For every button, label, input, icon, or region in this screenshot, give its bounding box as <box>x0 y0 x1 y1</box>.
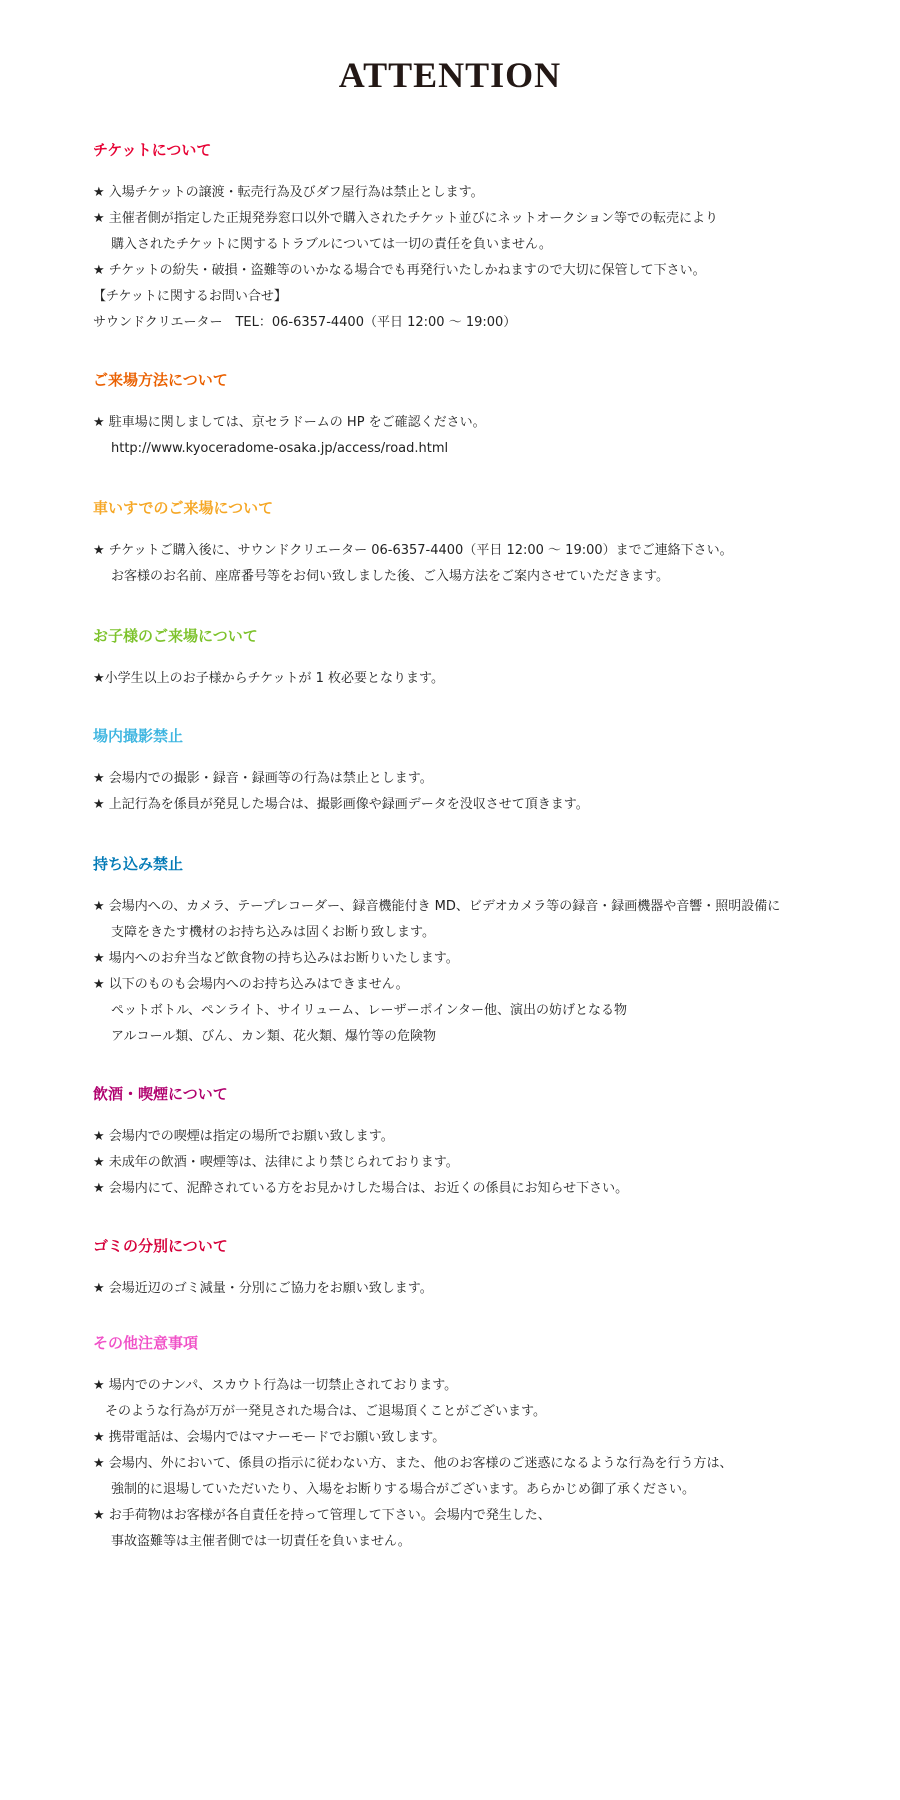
notice-line: 強制的に退場していただいたり、入場をお断りする場合がございます。あらかじめ御了承ください。 <box>111 1482 695 1497</box>
section-heading-photography: 場内撮影禁止 <box>93 727 184 745</box>
section-children <box>93 626 853 692</box>
section-wheelchair <box>93 498 853 590</box>
notice-line: 購入されたチケットに関するトラブルについては一切の責任を負いません。 <box>111 237 552 252</box>
section-tickets <box>93 140 853 336</box>
notice-line: ★ 場内へのお弁当など飲食物の持ち込みはお断りいたします。 <box>93 951 459 966</box>
access-url-link[interactable]: http://www.kyoceradome-osaka.jp/access/road.html <box>111 441 449 456</box>
notice-line: ★ 携帯電話は、会場内ではマナーモードでお願い致します。 <box>93 1430 446 1445</box>
notice-line: ★ 会場近辺のゴミ減量・分別にご協力をお願い致します。 <box>93 1281 433 1296</box>
notice-line: 事故盗難等は主催者側では一切責任を負いません。 <box>111 1534 411 1549</box>
notice-line: ★ 上記行為を係員が発見した場合は、撮影画像や録画データを没収させて頂きます。 <box>93 797 589 812</box>
section-access <box>93 370 853 462</box>
section-heading-wheelchair: 車いすでのご来場について <box>93 499 274 517</box>
notice-line: ★ 会場内での喫煙は指定の場所でお願い致します。 <box>93 1129 394 1144</box>
notice-line: そのような行為が万が一発見された場合は、ご退場頂くことがございます。 <box>105 1404 546 1419</box>
notice-line: ★ 会場内での撮影・録音・録画等の行為は禁止とします。 <box>93 771 433 786</box>
notice-line: アルコール類、びん、カン類、花火類、爆竹等の危険物 <box>111 1029 437 1044</box>
section-garbage <box>93 1236 853 1302</box>
notice-line: ★ 未成年の飲酒・喫煙等は、法律により禁じられております。 <box>93 1155 459 1170</box>
notice-line: ★ 会場内、外において、係員の指示に従わない方、また、他のお客様のご迷惑になるような行為を行う方は、 <box>93 1456 733 1471</box>
section-heading-other: その他注意事項 <box>93 1334 199 1352</box>
notice-line: ★ チケットご購入後に、サウンドクリエーター 06-6357-4400（平日 12:00 ～ 19:00）までご連絡下さい。 <box>93 543 733 558</box>
section-heading-tickets: チケットについて <box>93 141 212 159</box>
section-other <box>93 1333 853 1555</box>
notice-line: ★ 場内でのナンパ、スカウト行為は一切禁止されております。 <box>93 1378 458 1393</box>
section-heading-access: ご来場方法について <box>93 371 228 389</box>
notice-line: ★ 会場内にて、泥酔されている方をお見かけした場合は、お近くの係員にお知らせ下さい。 <box>93 1181 629 1196</box>
section-drinking-smoking <box>93 1084 853 1202</box>
section-photography <box>93 726 853 818</box>
notice-line: ★ 以下のものも会場内へのお持ち込みはできません。 <box>93 977 409 992</box>
notice-line: ★ チケットの紛失・破損・盗難等のいかなる場合でも再発行いたしかねますので大切に保管して下さい。 <box>93 263 706 278</box>
contact-line: サウンドクリエーター TEL：06-6357-4400（平日 12:00 ～ 19:00） <box>93 315 517 330</box>
section-heading-carry-in: 持ち込み禁止 <box>93 855 184 873</box>
notice-line: ★ 入場チケットの譲渡・転売行為及びダフ屋行為は禁止とします。 <box>93 185 484 200</box>
page-title: ATTENTION <box>338 55 562 95</box>
notice-line: ペットボトル、ペンライト、サイリューム、レーザーポインター他、演出の妨げとなる物 <box>111 1003 627 1018</box>
notice-line: 支障をきたす機材のお持ち込みは固くお断り致します。 <box>111 925 435 940</box>
notice-line: ★ 会場内への、カメラ、テープレコーダー、録音機能付き MD、ビデオカメラ等の録音・録画機器や音響・照明設備に <box>93 899 781 914</box>
section-heading-children: お子様のご来場について <box>93 627 258 645</box>
section-carry-in <box>93 854 853 1050</box>
notice-line: お客様のお名前、座席番号等をお伺い致しました後、ご入場方法をご案内させていただきます。 <box>111 569 669 584</box>
section-heading-drinking-smoking: 飲酒・喫煙について <box>93 1085 228 1103</box>
notice-line: ★ 主催者側が指定した正規発券窓口以外で購入されたチケット並びにネットオークション等での転売により <box>93 211 718 226</box>
notice-line: ★ お手荷物はお客様が各自責任を持って管理して下さい。会場内で発生した、 <box>93 1508 551 1523</box>
section-heading-garbage: ゴミの分別について <box>93 1237 228 1255</box>
notice-line: ★ 駐車場に関しましては、京セラドームの HP をご確認ください。 <box>93 415 486 430</box>
notice-line: 【チケットに関するお問い合せ】 <box>93 289 287 304</box>
notice-line: ★小学生以上のお子様からチケットが 1 枚必要となります。 <box>93 671 444 686</box>
